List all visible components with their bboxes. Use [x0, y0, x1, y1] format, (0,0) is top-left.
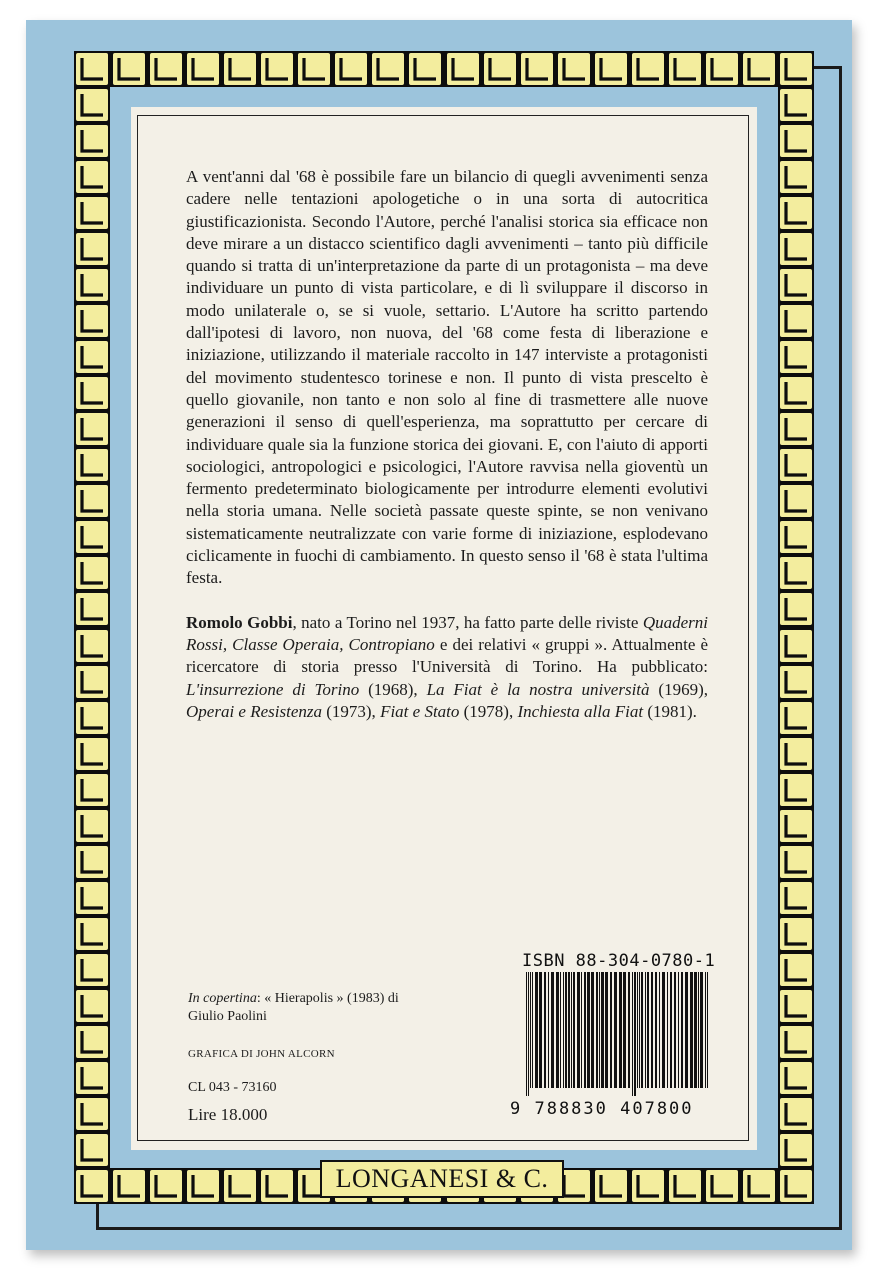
key-tile: [780, 1098, 812, 1130]
bio-text-4: (1969),: [649, 679, 708, 699]
author-name: Romolo Gobbi: [186, 612, 293, 632]
key-tile: [76, 1026, 108, 1058]
key-tile: [780, 702, 812, 734]
key-tile: [743, 1170, 775, 1202]
key-tile: [706, 1170, 738, 1202]
key-tile: [335, 53, 367, 85]
key-tile: [558, 53, 590, 85]
credits-block: [188, 990, 408, 1124]
key-tile: [76, 305, 108, 337]
key-tile: [447, 53, 479, 85]
barcode-bar: [571, 972, 572, 1088]
key-tile: [76, 89, 108, 121]
barcode-bar: [639, 972, 640, 1088]
bio-book-5: Inchiesta alla Fiat: [517, 701, 644, 721]
blurb-text: A vent'anni dal '68 è possibile fare un bilancio di quegli avvenimenti senza cadere nelle tentazioni apologetiche o in una sorta di autocritica giustificazionista. Secondo l'Autore, perché l'analisi storica sia efficace non deve mirare a un distacco scientifico dagli avvenimenti – tanto più difficile quando si tratta di un'interpretazione da parte di un protagonista – ma deve individuare un punto di vista particolare, e di lì sviluppare il discorso in modo unilaterale o, se si vuole, settario. L'Autore ha scritto partendo dall'ipotesi di lavoro, non nuova, del '68 come festa di liberazione e iniziazione, utilizzando il materiale raccolto in 147 interviste a protagonisti del movimento studentesco torinese e non. Il punto di vista prescelto è quello giovanile, non tanto e non solo al fine di trasmettere alle nuove generazioni il senso di quell'esperienza, ma soprattutto per cercare di individuare quale sia la funzione storica dei giovani. E, con l'aiuto di apporti sociologici, antropologici e psicologici, l'Autore ravvisa nella gioventù un fermento predeterminato biologicamente per introdurre elementi evolutivi nella storia umana. Nelle società passate queste spinte, se non venivano sistematicamente neutralizzate con varie forme di iniziazione, esplodevano ciclicamente in fuochi di cambiamento. In questo senso il '68 è stata l'ultima festa.: [186, 167, 708, 588]
key-tile: [780, 269, 812, 301]
barcode-bar: [655, 972, 657, 1088]
catalog-code: CL 043 - 73160: [188, 1080, 277, 1095]
key-tile: [595, 53, 627, 85]
key-tile: [780, 161, 812, 193]
barcode-bar: [560, 972, 561, 1088]
key-tile: [76, 954, 108, 986]
key-tile: [780, 485, 812, 517]
barcode-bar: [584, 972, 586, 1088]
key-tile: [780, 882, 812, 914]
barcode-bar: [707, 972, 708, 1088]
bio-text-6: (1978),: [459, 701, 518, 721]
key-tile: [224, 53, 256, 85]
key-tile: [76, 377, 108, 409]
barcode-bar: [667, 972, 668, 1088]
key-tile: [298, 53, 330, 85]
key-tile: [780, 918, 812, 950]
border-band: [74, 51, 814, 87]
key-tile: [632, 1170, 664, 1202]
barcode-bar: [551, 972, 554, 1088]
barcode-bar: [565, 972, 567, 1088]
key-tile: [76, 630, 108, 662]
key-tile: [595, 1170, 627, 1202]
barcode-bar: [623, 972, 626, 1088]
barcode-bar: [530, 972, 531, 1088]
key-tile: [150, 1170, 182, 1202]
barcode-bar: [670, 972, 672, 1088]
key-tile: [224, 1170, 256, 1202]
barcode-bar: [548, 972, 549, 1088]
author-bio: [186, 612, 708, 723]
key-tile: [780, 377, 812, 409]
key-tile: [76, 161, 108, 193]
barcode-bar: [614, 972, 617, 1088]
key-tile: [372, 53, 404, 85]
key-tile: [780, 89, 812, 121]
key-tile: [780, 990, 812, 1022]
key-tile: [76, 666, 108, 698]
barcode-bar: [678, 972, 679, 1088]
key-tile: [632, 53, 664, 85]
barcode-bar: [705, 972, 706, 1088]
barcode-bar: [698, 972, 699, 1088]
barcode-bar: [619, 972, 622, 1088]
key-tile: [743, 53, 775, 85]
barcode-bar: [539, 972, 542, 1088]
key-tile: [780, 53, 812, 85]
key-tile: [76, 702, 108, 734]
key-tile: [780, 521, 812, 553]
bio-book-1: L'insurrezione di Torino: [186, 679, 360, 699]
barcode-bar: [581, 972, 582, 1088]
key-tile: [780, 305, 812, 337]
barcode-bar: [535, 972, 538, 1088]
isbn-label: ISBN 88-304-0780-1: [522, 951, 716, 971]
barcode-bar: [563, 972, 564, 1088]
key-tile: [76, 738, 108, 770]
barcode-bar: [587, 972, 590, 1088]
key-tile: [780, 125, 812, 157]
key-tile: [76, 449, 108, 481]
key-tile: [150, 53, 182, 85]
bio-text-2: e dei relativi « gruppi ». Attualmente è ricercatore di storia presso l'Università di Torino. Ha pubblicato:: [186, 634, 709, 677]
key-tile: [76, 774, 108, 806]
key-tile: [261, 1170, 293, 1202]
bio-journals: Quaderni Rossi, Classe Operaia, Contropiano: [186, 612, 708, 654]
key-tile: [76, 882, 108, 914]
bio-book-4: Fiat e Stato: [380, 701, 460, 721]
key-tile: [780, 233, 812, 265]
key-tile: [76, 810, 108, 842]
barcode-bar: [556, 972, 559, 1088]
key-tile: [113, 1170, 145, 1202]
key-tile: [780, 774, 812, 806]
key-tile: [76, 990, 108, 1022]
barcode-bar: [651, 972, 653, 1088]
barcode-bar: [681, 972, 683, 1088]
barcode-bar: [596, 972, 598, 1088]
key-tile: [780, 449, 812, 481]
barcode-bar: [599, 972, 600, 1088]
key-tile: [669, 1170, 701, 1202]
key-tile: [76, 341, 108, 373]
barcode-bar: [637, 972, 638, 1088]
key-tile: [780, 341, 812, 373]
key-tile: [76, 1170, 108, 1202]
barcode-bar: [685, 972, 688, 1088]
key-tile: [706, 53, 738, 85]
key-tile: [76, 846, 108, 878]
key-tile: [780, 1170, 812, 1202]
cover-credit-label: In copertina: [188, 991, 257, 1006]
key-tile: [76, 521, 108, 553]
barcode-bar: [573, 972, 575, 1088]
key-tile: [76, 593, 108, 625]
key-tile: [409, 53, 441, 85]
barcode-bar: [659, 972, 660, 1088]
bio-book-3: Operai e Resistenza: [186, 701, 322, 721]
key-tile: [780, 593, 812, 625]
barcode-bar: [568, 972, 570, 1088]
barcode-bar: [544, 972, 546, 1088]
key-tile: [780, 738, 812, 770]
bio-text-1: , nato a Torino nel 1937, ha fatto parte delle riviste: [292, 612, 643, 632]
barcode: [522, 972, 714, 1096]
barcode-bar: [632, 972, 633, 1096]
key-tile: [76, 53, 108, 85]
key-tile: [669, 53, 701, 85]
barcode-bar: [528, 972, 529, 1096]
barcode-bar: [700, 972, 703, 1088]
barcode-bar: [662, 972, 665, 1088]
key-tile: [780, 557, 812, 589]
key-tile: [780, 630, 812, 662]
barcode-digits: 9 788830 407800: [510, 1099, 694, 1119]
blurb-block: [186, 166, 708, 723]
key-tile: [76, 233, 108, 265]
key-tile: [76, 1134, 108, 1166]
key-tile: [780, 1026, 812, 1058]
key-tile: [484, 53, 516, 85]
barcode-bar: [634, 972, 636, 1096]
barcode-bar: [690, 972, 693, 1088]
barcode-bar: [577, 972, 580, 1088]
bio-text-7: (1981).: [643, 701, 697, 721]
barcode-bar: [645, 972, 646, 1088]
key-tile: [521, 53, 553, 85]
key-tile: [76, 485, 108, 517]
key-tile: [780, 1062, 812, 1094]
publisher-logo: LONGANESI & C.: [320, 1160, 564, 1198]
barcode-bar: [674, 972, 676, 1088]
bio-text-5: (1973),: [321, 701, 381, 721]
barcode-bar: [641, 972, 643, 1088]
key-tile: [113, 53, 145, 85]
key-tile: [76, 918, 108, 950]
key-tile: [261, 53, 293, 85]
barcode-bar: [591, 972, 594, 1088]
key-tile: [76, 557, 108, 589]
key-tile: [187, 1170, 219, 1202]
key-tile: [780, 413, 812, 445]
key-tile: [76, 1098, 108, 1130]
barcode-bar: [605, 972, 608, 1088]
key-tile: [76, 1062, 108, 1094]
barcode-bar: [532, 972, 533, 1088]
key-tile: [76, 413, 108, 445]
bio-text-3: (1968),: [359, 679, 427, 699]
barcode-bar: [628, 972, 630, 1088]
key-tile: [780, 666, 812, 698]
cover-credit-text: : « Hierapolis » (1983) di Giulio Paolini: [188, 991, 399, 1024]
key-tile: [187, 53, 219, 85]
price: Lire 18.000: [188, 1105, 268, 1124]
key-tile: [780, 954, 812, 986]
bio-book-2: La Fiat è la nostra università: [426, 679, 650, 699]
barcode-bar: [694, 972, 697, 1088]
barcode-bar: [647, 972, 649, 1088]
barcode-bar: [610, 972, 612, 1088]
key-tile: [76, 125, 108, 157]
key-tile: [780, 1134, 812, 1166]
key-tile: [780, 197, 812, 229]
cover-credit: [188, 990, 408, 1026]
key-tile: [780, 810, 812, 842]
key-tile: [780, 846, 812, 878]
key-tile: [76, 197, 108, 229]
design-credit: GRAFICA DI JOHN ALCORN: [188, 1048, 335, 1060]
barcode-bar: [526, 972, 527, 1096]
barcode-bar: [601, 972, 604, 1088]
key-tile: [76, 269, 108, 301]
